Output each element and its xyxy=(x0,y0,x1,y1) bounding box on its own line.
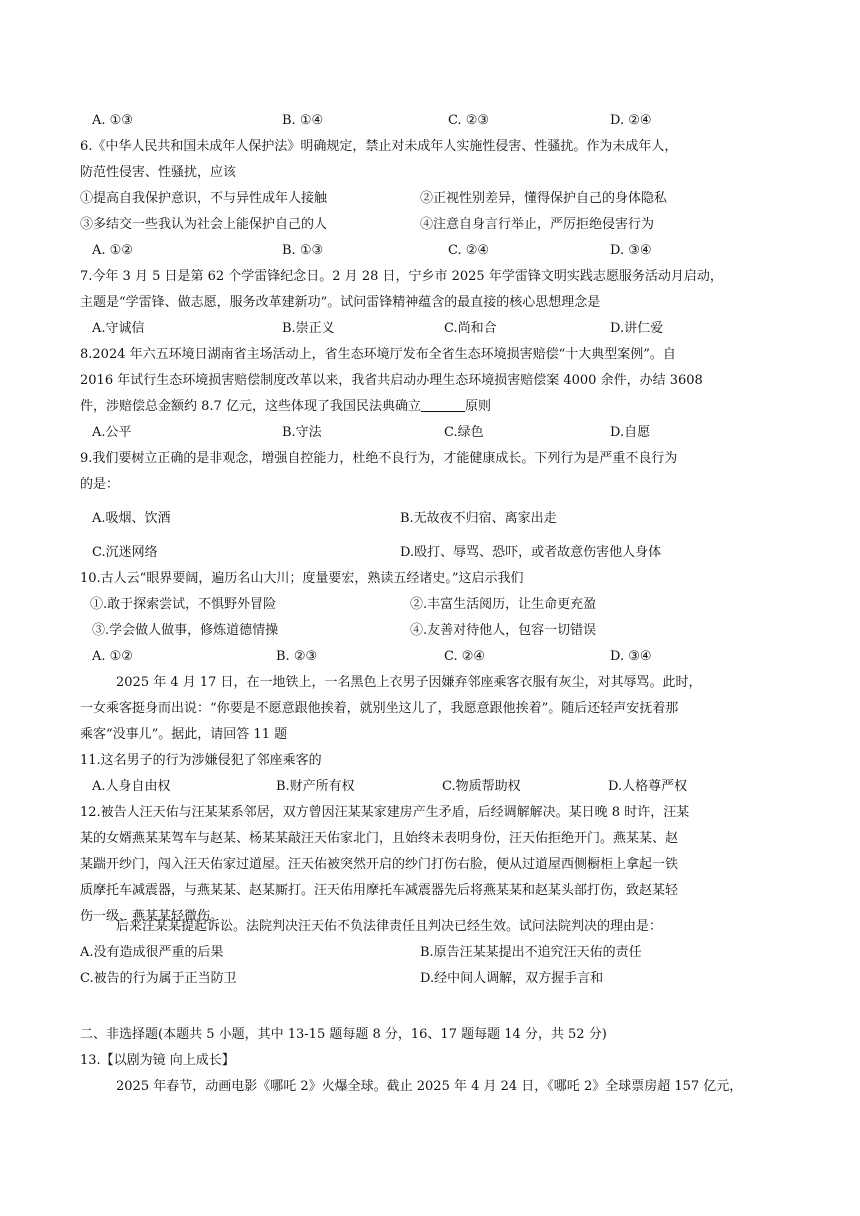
q6-statement-4: ④注意自身言行举止，严厉拒绝侵害行为 xyxy=(420,217,655,232)
q9-option-a: A.吸烟、饮酒 xyxy=(92,511,171,526)
q10-statement-2: ②.丰富生活阅历，让生命更充盈 xyxy=(410,597,597,612)
q6-statements-row1 xyxy=(80,186,800,212)
q12-options-row2 xyxy=(80,966,800,992)
q5-options xyxy=(92,108,792,134)
answer-blank xyxy=(421,397,465,412)
q10-statements-row1 xyxy=(80,592,800,618)
section2-heading: 二、非选择题(本题共 5 小题，其中 13-15 题每题 8 分，16、17 题每题 14 分，共 52 分) xyxy=(80,1027,607,1042)
q10-statement-4: ④.友善对待他人，包容一切错误 xyxy=(410,623,597,638)
q12-line6: 后来汪某某提起诉讼。法院判决汪天佑不负法律责任且判决已经生效。试问法院判决的理由是： xyxy=(116,919,663,934)
passage11-line1: 2025 年 4 月 17 日，在一地铁上，一名黑色上衣男子因嫌弃邻座乘客衣服有灰尘，对其辱骂。此时， xyxy=(116,675,702,690)
q6-statement-3: ③多结交一些我认为社会上能保护自己的人 xyxy=(80,217,328,232)
q12-options-row1 xyxy=(80,940,800,966)
q7-stem-line1: 7.今年 3 月 5 日是第 62 个学雷锋纪念日。2 月 28 日，宁乡市 2025 年学雷锋文明实践志愿服务活动月启动， xyxy=(80,269,723,284)
q6-option-c: C. ②④ xyxy=(448,243,490,258)
q7-option-a: A.守诚信 xyxy=(92,321,145,336)
q9-options-row1 xyxy=(80,506,800,532)
q10-option-b: B. ②③ xyxy=(276,649,318,664)
q10-statement-3: ③.学会做人做事，修炼道德情操 xyxy=(92,623,279,638)
q8-option-a: A.公平 xyxy=(92,425,132,440)
q10-option-d: D. ③④ xyxy=(610,649,652,664)
q5-option-b: B. ①④ xyxy=(282,113,324,128)
q6-statement-1: ①提高自我保护意识，不与异性成年人接触 xyxy=(80,191,328,206)
q9-option-b: B.无故夜不归宿、离家出走 xyxy=(400,511,557,526)
q10-option-c: C. ②④ xyxy=(444,649,486,664)
q10-statement-1: ①.敢于探索尝试，不惧野外冒险 xyxy=(90,597,277,612)
q10-statements-row2 xyxy=(80,618,800,644)
q5-option-a: A. ①③ xyxy=(92,113,133,128)
q11-options xyxy=(92,774,792,800)
q6-option-d: D. ③④ xyxy=(610,243,652,258)
q7-options xyxy=(92,316,792,342)
q8-options xyxy=(92,420,792,446)
q12-option-a: A.没有造成很严重的后果 xyxy=(80,945,224,960)
q6-options xyxy=(92,238,792,264)
q7-option-b: B.崇正义 xyxy=(282,321,335,336)
q11-option-d: D.人格尊严权 xyxy=(608,779,688,794)
q13-line1: 2025 年春节，动画电影《哪吒 2》火爆全球。截止 2025 年 4 月 24 日，《哪吒 2》全球票房超 157 亿元， xyxy=(116,1079,743,1094)
q10-option-a: A. ①② xyxy=(92,649,133,664)
q12-line1: 12.被告人汪天佑与汪某某系邻居，双方曾因汪某某家建房产生矛盾，后经调解解决。某日晚 8 时许，汪某 xyxy=(80,805,690,820)
q8-stem-line2: 2016 年试行生态环境损害赔偿制度改革以来，我省共启动办理生态环境损害赔偿案 4000 余件，办结 3608 xyxy=(80,373,703,388)
q11-option-a: A.人身自由权 xyxy=(92,779,171,794)
passage11-line2: 一女乘客挺身而出说：“你要是不愿意跟他挨着，就别坐这儿了，我愿意跟他挨着”。随后还轻声安抚着那 xyxy=(80,701,679,716)
q8-stem-line3-end: 原则 xyxy=(464,399,491,414)
q7-stem-line2: 主题是“学雷锋、做志愿，服务改革建新功”。试问雷锋精神蕴含的最直接的核心思想理念是 xyxy=(80,295,601,310)
q6-stem-line2: 防范性侵害、性骚扰，应该 xyxy=(80,165,237,180)
q13-title: 13.【以剧为镜 向上成长】 xyxy=(80,1053,235,1068)
q10-stem: 10.古人云“眼界要阔，遍历名山大川；度量要宏，熟读五经诸史。”这启示我们 xyxy=(80,571,524,586)
q9-options-row2 xyxy=(80,540,800,566)
q8-option-b: B.守法 xyxy=(282,425,322,440)
q9-stem-line1: 9.我们要树立正确的是非观念，增强自控能力，杜绝不良行为，才能健康成长。下列行为是严重不良行为 xyxy=(80,451,678,466)
q12-line3: 某踹开纱门，闯入汪天佑家过道屋。汪天佑被突然开启的纱门打伤右脸，便从过道屋西侧橱柜上拿起一铁 xyxy=(80,857,679,872)
q6-option-a: A. ①② xyxy=(92,243,133,258)
q12-line5: 伤一级、燕某某轻微伤。 xyxy=(80,909,224,924)
q12-line2: 某的女婿燕某某驾车与赵某、杨某某敲汪天佑家北门，且始终未表明身份，汪天佑拒绝开门。燕某某、赵 xyxy=(80,831,679,846)
q5-option-d: D. ②④ xyxy=(610,113,652,128)
q8-option-d: D.自愿 xyxy=(610,425,651,440)
q12-option-b: B.原告汪某某提出不追究汪天佑的责任 xyxy=(420,945,642,960)
q11-stem: 11.这名男子的行为涉嫌侵犯了邻座乘客的 xyxy=(80,753,322,768)
q11-option-c: C.物质帮助权 xyxy=(442,779,521,794)
passage11-line3: 乘客“没事儿”。据此，请回答 11 题 xyxy=(80,727,288,742)
q10-options xyxy=(92,644,792,670)
q12-option-d: D.经中间人调解，双方握手言和 xyxy=(420,971,604,986)
q6-stem-line1: 6.《中华人民共和国未成年人保护法》明确规定，禁止对未成年人实施性侵害、性骚扰。作为未成年人， xyxy=(80,139,678,154)
q7-option-d: D.讲仁爱 xyxy=(610,321,664,336)
q9-stem-line2: 的是： xyxy=(80,477,120,492)
q5-option-c: C. ②③ xyxy=(448,113,490,128)
q8-stem-line3-text: 件，涉赔偿总金额约 8.7 亿元，这些体现了我国民法典确立 xyxy=(80,399,421,414)
q8-stem-line3 xyxy=(80,394,790,420)
q6-option-b: B. ①③ xyxy=(282,243,324,258)
q8-option-c: C.绿色 xyxy=(444,425,484,440)
q12-option-c: C.被告的行为属于正当防卫 xyxy=(80,971,237,986)
q11-option-b: B.财产所有权 xyxy=(276,779,355,794)
q12-line4: 质摩托车减震器，与燕某某、赵某厮打。汪天佑用摩托车减震器先后将燕某某和赵某头部打伤，致赵某轻 xyxy=(80,883,679,898)
q9-option-c: C.沉迷网络 xyxy=(92,545,158,560)
q8-stem-line1: 8.2024 年六五环境日湖南省主场活动上，省生态环境厅发布全省生态环境损害赔偿“十大典型案例”。自 xyxy=(80,347,676,362)
q7-option-c: C.尚和合 xyxy=(444,321,497,336)
q6-statements-row2 xyxy=(80,212,800,238)
q6-statement-2: ②正视性别差异，懂得保护自己的身体隐私 xyxy=(420,191,668,206)
q9-option-d: D.殴打、辱骂、恐吓，或者故意伤害他人身体 xyxy=(400,545,662,560)
